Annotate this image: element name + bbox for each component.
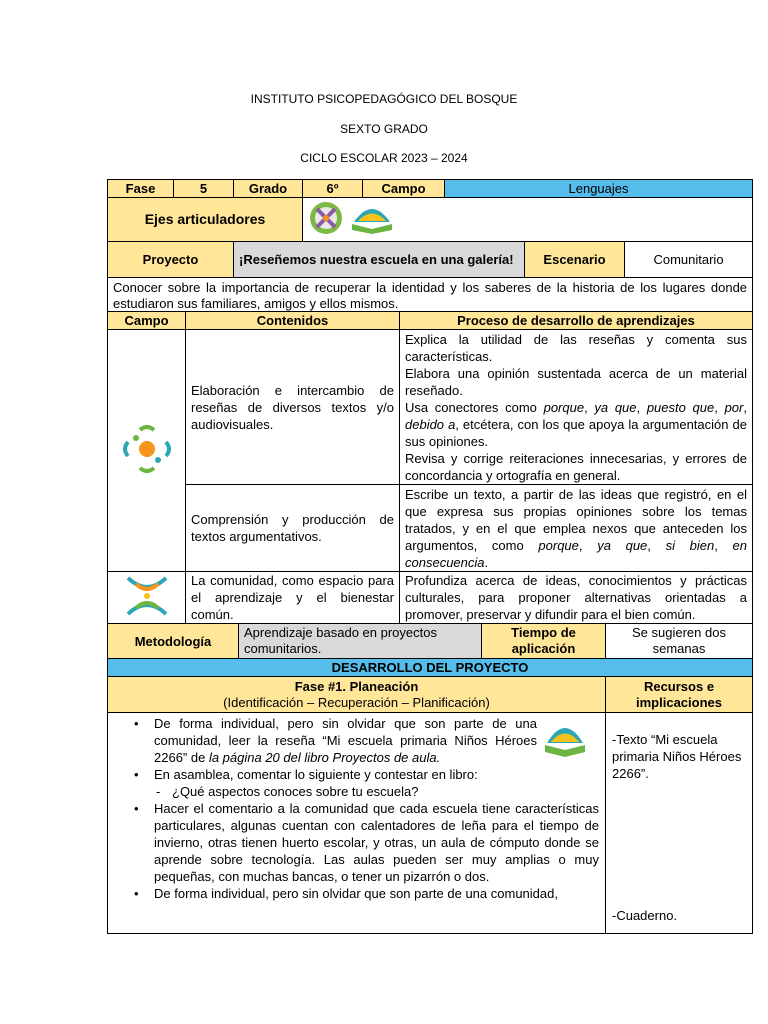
community-icon xyxy=(122,574,172,622)
contenido-3: La comunidad, como espacio para el aprendizaje y el bienestar común. xyxy=(186,572,400,624)
ejes-icons xyxy=(303,198,753,242)
resource-2: -Cuaderno. xyxy=(612,908,678,923)
connector-word: porque xyxy=(543,399,585,415)
separator: . xyxy=(484,554,489,570)
development-title: DESARROLLO DEL PROYECTO xyxy=(108,659,753,677)
institute-title: INSTITUTO PSICOPEDAGÓGICO DEL BOSQUE xyxy=(250,92,518,106)
reading-book-icon xyxy=(348,202,396,238)
contenido-1: Elaboración e intercambio de reseñas de diversos textos y/o audiovisuales. xyxy=(186,330,400,485)
connector-word: porque xyxy=(538,537,579,553)
connector-word: si bien xyxy=(665,537,715,553)
contents-table xyxy=(107,311,753,624)
activity-item-1: • De forma individual, pero sin olvidar que son parte de una comunidad, leer la reseña “Mi escuela primaria Niños Héroes 2266” de la página 20 del libro Proyectos de aula. xyxy=(134,716,537,765)
connector-word: puesto que xyxy=(646,399,715,415)
development-table xyxy=(107,658,753,934)
grado-label: Grado xyxy=(234,180,303,198)
separator: , xyxy=(584,399,595,415)
proceso-2 xyxy=(400,485,753,572)
resource-1: -Texto “Mi escuela primaria Niños Héroes 2266”. xyxy=(612,732,742,781)
activities-cell xyxy=(108,713,606,934)
objective-text: Conocer sobre la importancia de recuperar la identidad y los saberes de la historia de los lugares donde estudiaron sus familiares, amigos y ellos mismos. xyxy=(108,278,753,314)
activity-item-3: • Hacer el comentario a la comunidad que cada escuela tiene características particulares, algunas cuentan con calentadores de leña para el tiempo de invierno, otras tienen huerto escolar, y otras, un aula de cómputo donde se aprende sobre tecnología. Las aulas pueden ser muy amplias o muy pequeñas, con muchas bancas, o tener un pizarrón o dos. xyxy=(134,801,599,884)
escenario-label: Escenario xyxy=(525,242,625,278)
ejes-label: Ejes articuladores xyxy=(108,198,303,242)
proceso-1-text: , etcétera, con los que apoya la argumentación de sus opiniones. xyxy=(405,416,747,449)
info-table xyxy=(107,179,753,314)
proceso-1-line-1: Explica la utilidad de las reseñas y comenta sus características. xyxy=(405,331,747,364)
proceso-1-line-4: Revisa y corrige reiteraciones innecesarias, y errores de concordancia y ortografía en general. xyxy=(405,450,747,483)
connector-word: ya que xyxy=(597,537,648,553)
campo-icon-cell xyxy=(108,330,186,572)
proyecto-value: ¡Reseñemos nuestra escuela en una galería! xyxy=(234,242,525,278)
connector-word: en consecuencia xyxy=(405,537,747,570)
activity-item-2: • En asamblea, comentar lo siguiente y contestar en libro: xyxy=(134,767,478,782)
proyecto-label: Proyecto xyxy=(108,242,234,278)
proceso-1-line-2: Elabora una opinión sustentada acerca de un material reseñado. xyxy=(405,365,747,398)
separator: , xyxy=(636,399,647,415)
separator: , xyxy=(743,399,747,415)
proceso-1 xyxy=(400,330,753,485)
connector-word: debido a xyxy=(405,416,456,432)
resources-cell xyxy=(606,713,753,934)
header-campo: Campo xyxy=(108,312,186,330)
metodologia-label: Metodología xyxy=(108,624,239,659)
grado-value: 6º xyxy=(303,180,363,198)
language-field-icon xyxy=(122,424,172,478)
proceso-1-text: Usa conectores como xyxy=(405,399,544,415)
header-contenidos: Contenidos xyxy=(186,312,400,330)
connector-word: ya que xyxy=(594,399,637,415)
methodology-table xyxy=(107,623,753,659)
interculturality-icon xyxy=(308,200,344,240)
escenario-value: Comunitario xyxy=(625,242,753,278)
connector-word: por xyxy=(724,399,744,415)
fase-subtitle: (Identificación – Recuperación – Planificación) xyxy=(223,694,490,710)
fase-heading xyxy=(108,677,606,713)
separator: , xyxy=(578,537,598,553)
proceso-1-line-3 xyxy=(405,399,747,450)
campo-label: Campo xyxy=(363,180,445,198)
separator: , xyxy=(647,537,666,553)
separator: , xyxy=(714,537,733,553)
fase-label: Fase xyxy=(108,180,174,198)
recursos-label: Recursos e implicaciones xyxy=(606,677,753,713)
fase-title: Fase #1. Planeación xyxy=(294,678,419,694)
separator: , xyxy=(714,399,725,415)
tiempo-label: Tiempo de aplicación xyxy=(482,624,606,659)
activity-item-4: • De forma individual, pero sin olvidar que son parte de una comunidad, xyxy=(134,886,558,901)
proceso-3: Profundiza acerca de ideas, conocimientos y prácticas culturales, para proponer alternativas orientadas a promover, preservar y difundir para el bien común. xyxy=(400,572,753,624)
fase-value: 5 xyxy=(174,180,234,198)
grade-title: SEXTO GRADO xyxy=(340,122,428,136)
cycle-title: CICLO ESCOLAR 2023 – 2024 xyxy=(300,151,468,165)
tiempo-value: Se sugieren dos semanas xyxy=(606,624,753,659)
campo-value: Lenguajes xyxy=(445,180,753,198)
activity-subitem-1: - ¿Qué aspectos conoces sobre tu escuela? xyxy=(156,784,419,799)
contenido-2: Comprensión y producción de textos argumentativos. xyxy=(186,485,400,572)
metodologia-value: Aprendizaje basado en proyectos comunitarios. xyxy=(239,624,482,659)
community-icon-cell xyxy=(108,572,186,624)
header-proceso: Proceso de desarrollo de aprendizajes xyxy=(400,312,753,330)
book-reference: la página 20 del libro Proyectos de aula. xyxy=(208,750,441,765)
proceso-2-text: Escribe un texto, a partir de las ideas que registró, en el que expresa sus propias opiniones sobre los temas tratados, y en el que emplea nexos que anteceden los argumentos, como xyxy=(405,486,747,553)
